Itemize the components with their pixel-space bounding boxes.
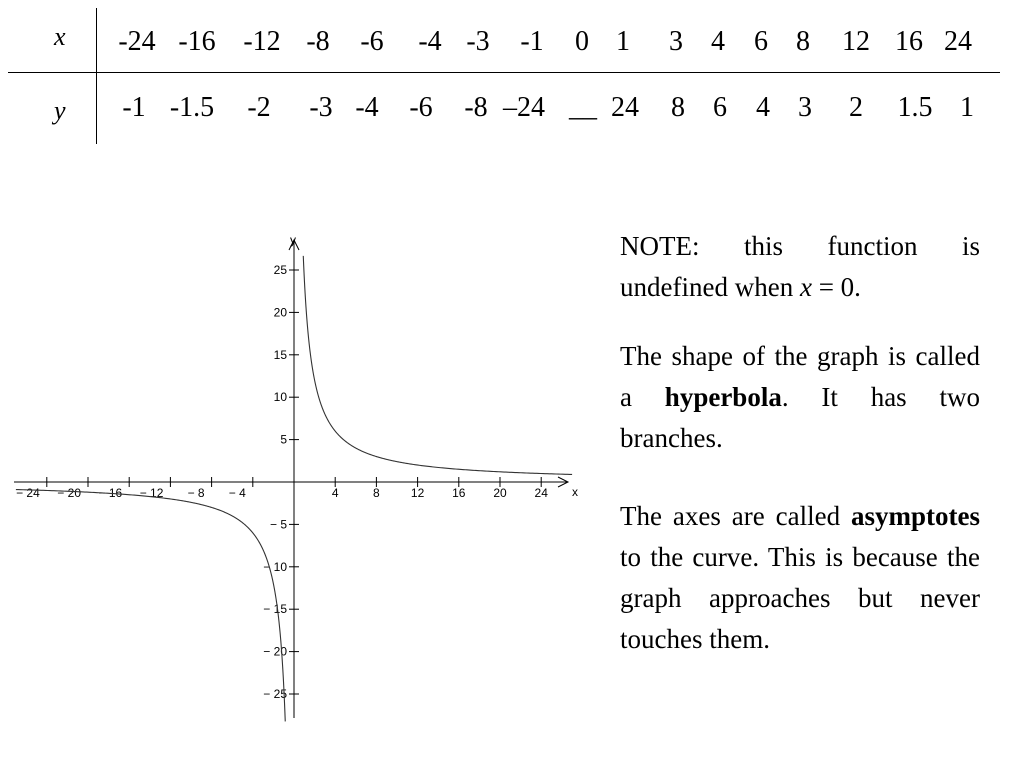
y-value-cell: 1.5	[897, 92, 933, 123]
x-tick-label: 16	[452, 486, 466, 500]
y-value-cell: -4	[355, 92, 379, 123]
x-value-cell: -24	[118, 26, 156, 57]
x-value-cell: 16	[895, 26, 923, 57]
x-value-cell: -3	[466, 26, 490, 57]
hyperbola-chart	[0, 230, 600, 730]
x-value-cell: 0	[575, 26, 589, 57]
x-value-cell: -12	[243, 26, 281, 57]
value-table	[8, 8, 1000, 144]
negative-branch-curve	[16, 490, 285, 722]
y-value-cell: 1	[960, 92, 974, 123]
x-tick-label: − 12	[139, 486, 164, 500]
y-value-cell: -1	[122, 92, 146, 123]
y-tick-label: 25	[273, 263, 287, 277]
y-value-cell: –24	[503, 92, 545, 123]
note2-suffix: . It has two branches.	[620, 382, 980, 453]
y-value-cell: 6	[713, 92, 727, 123]
y-tick-label: − 20	[263, 644, 287, 659]
y-axis-label: y	[290, 233, 296, 247]
y-tick-label: − 5	[269, 517, 287, 532]
y-tick-label: − 25	[263, 687, 287, 701]
y-value-cell: -2	[247, 92, 271, 123]
y-value-cell: -3	[309, 92, 333, 123]
y-tick-label: − 15	[263, 602, 287, 617]
x-axis-label: x	[572, 485, 578, 499]
y-tick-label: − 10	[263, 559, 287, 574]
x-value-cell: -1	[520, 26, 544, 57]
note-hyperbola	[620, 336, 980, 459]
table-vertical-rule	[96, 8, 97, 144]
y-tick-label: 5	[280, 432, 287, 447]
x-row-label: x	[54, 22, 66, 51]
x-value-cell: 1	[616, 26, 630, 57]
note3-term: asymptotes	[851, 501, 980, 531]
note1-prefix: NOTE: this function is undefined when	[620, 231, 980, 302]
y-value-cell: 24	[611, 92, 639, 123]
note2-term: hyperbola	[664, 382, 782, 412]
note3-suffix: to the curve. This is because the graph approaches but never touches them.	[620, 542, 980, 654]
y-tick-label: 15	[273, 347, 287, 362]
x-tick-label: 8	[373, 486, 380, 500]
positive-branch-curve	[303, 256, 572, 475]
chart-axes	[14, 233, 578, 718]
y-tick-label: 10	[273, 390, 287, 405]
x-tick-label: 4	[331, 486, 339, 500]
x-tick-label: − 24	[16, 486, 40, 500]
x-value-cell: 4	[711, 26, 725, 57]
x-value-cell: -4	[418, 26, 442, 57]
y-value-cell: -6	[409, 92, 433, 123]
x-tick-label: 24	[534, 486, 548, 500]
x-tick-label: 12	[410, 486, 425, 500]
note-asymptotes	[620, 496, 980, 660]
y-value-cell: 8	[671, 92, 685, 123]
note2-prefix: The shape of the graph is called a	[620, 341, 980, 412]
x-tick-label: − 20	[57, 486, 81, 500]
note1-suffix: = 0.	[811, 272, 861, 302]
x-tick-label: − 16	[98, 486, 123, 500]
y-value-cell: -1.5	[169, 92, 215, 123]
y-tick-label: 20	[273, 305, 287, 320]
x-value-cell: -6	[360, 26, 384, 57]
x-value-cell: 3	[669, 26, 683, 57]
y-value-cell: __	[569, 92, 597, 123]
note-undefined	[620, 226, 980, 308]
x-tick-label: − 8	[187, 486, 205, 500]
x-value-cell: -8	[306, 26, 330, 57]
table-horizontal-rule	[8, 72, 1000, 73]
x-value-cell: -16	[178, 26, 216, 57]
x-tick-label: − 4	[228, 486, 246, 500]
y-value-cell: 4	[756, 92, 770, 123]
x-value-cell: 6	[754, 26, 768, 57]
y-value-cell: 3	[798, 92, 812, 123]
x-value-cell: 24	[944, 26, 972, 57]
note3-prefix: The axes are called	[620, 501, 851, 531]
y-value-cell: -8	[464, 92, 488, 123]
note1-variable: x	[799, 272, 812, 302]
x-value-cell: 8	[796, 26, 810, 57]
y-value-cell: 2	[849, 92, 863, 123]
y-row-label: y	[54, 96, 66, 125]
x-tick-label: 20	[493, 486, 507, 500]
x-value-cell: 12	[842, 26, 870, 57]
